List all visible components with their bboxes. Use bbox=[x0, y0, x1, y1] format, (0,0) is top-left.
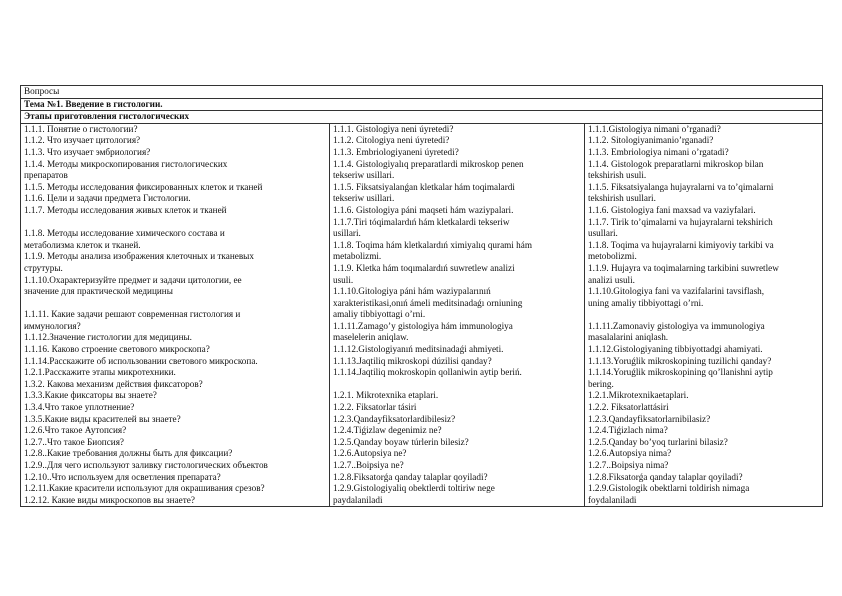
question-line: metobolizmi. bbox=[588, 251, 637, 262]
question-line: 1.1.7.Tiri tóqimalardıń hám kletkalardi tekseriw bbox=[333, 216, 510, 227]
question-line: 1.2.9..Для чего используют заливку гистологических объектов bbox=[24, 460, 268, 470]
question-line: 1.3.4.Что такое уплотнение? bbox=[24, 402, 135, 413]
question-line: analizi usuli. bbox=[588, 274, 635, 285]
question-line: 1.1.2. Citologiya neni úyretedi? bbox=[333, 135, 450, 146]
question-line: метаболизма клеток и тканей. bbox=[24, 239, 141, 250]
topic-title: Тема №1. Введение в гистологии. bbox=[21, 99, 822, 112]
question-line: bering. bbox=[588, 378, 614, 389]
question-line: 1.2.4.Tiǵizlaw degenimiz ne? bbox=[333, 425, 442, 436]
question-line: 1.1.16. Каково строение светового микроскопа? bbox=[24, 344, 210, 355]
question-line: 1.1.2. Sitologiyanimanio’rganadi? bbox=[588, 135, 714, 146]
question-line: 1.2.8..Какие требования должны быть для фиксации? bbox=[24, 448, 233, 459]
question-line: 1.1.6. Gistologiya páni maqseti hám waziypalari. bbox=[333, 204, 514, 215]
question-line: 1.2.1.Mikrotexnikaetaplari. bbox=[588, 390, 689, 401]
question-line: 1.1.1.Gistologiya nimani o’rganadi? bbox=[588, 123, 721, 134]
question-line: 1.1.12.Значение гистологии для медицины. bbox=[24, 332, 192, 343]
question-line: 1.1.14.Jaqtiliq mokroskopin qollaniwin aytip beriń. bbox=[333, 367, 522, 378]
question-line: 1.1.8. Toqima hám kletkalardıń ximiyalıq qurami hám bbox=[333, 239, 532, 250]
question-line: 1.3.3.Какие фиксаторы вы знаете? bbox=[24, 390, 157, 401]
topic-subtitle: Этапы приготовления гистологических bbox=[21, 111, 822, 124]
question-line: 1.1.6. Цели и задачи предмета Гистологии. bbox=[24, 193, 191, 204]
questions-table bbox=[20, 85, 823, 507]
question-line: 1.2.7..Boipsiya ne? bbox=[333, 460, 404, 470]
question-line: 1.2.3.Qandayfiksatorlardibilesiz? bbox=[333, 413, 456, 424]
question-line: 1.2.5.Qanday bo’yoq turlarini bilasiz? bbox=[588, 436, 728, 447]
question-line: 1.1.10.Охарактеризуйте предмет и задачи цитологии, ее bbox=[24, 274, 242, 285]
question-line bbox=[333, 379, 581, 391]
question-line: usullari. bbox=[588, 228, 618, 239]
question-line: 1.2.11.Какие красители используют для окрашивания срезов? bbox=[24, 483, 265, 494]
question-line: foydalaniladi bbox=[588, 494, 637, 505]
question-line: 1.1.8. Методы исследование химического состава и bbox=[24, 228, 225, 239]
question-line: 1.1.7. Методы исследования живых клеток и тканей bbox=[24, 204, 227, 215]
question-line: 1.1.13.Yoruǵlik mikroskopining tuzilichi qanday? bbox=[588, 355, 772, 366]
question-line: 1.2.10..Что используем для осветления препарата? bbox=[24, 471, 221, 482]
question-line: 1.2.7..Что такое Биопсия? bbox=[24, 436, 125, 447]
question-line: 1.1.5. Методы исследования фиксированных клеток и тканей bbox=[24, 181, 263, 192]
question-line: 1.1.1. Gistologiya neni úyretedi? bbox=[333, 123, 454, 134]
question-columns bbox=[21, 124, 822, 507]
question-line: xarakteristikasi,onıń ámeli meditsinadaǵı orniuning bbox=[333, 297, 523, 308]
question-line: 1.1.10.Gitologiya páni hám waziypalarınıń bbox=[333, 286, 491, 297]
question-line: 1.1.5. Fiksatsiyalanga hujayralarni va to’qimalarni bbox=[588, 181, 774, 192]
question-line: 1.1.3. Embriologiya nimani o’rgatadi? bbox=[588, 146, 729, 157]
question-line: 1.1.13.Jaqtiliq mikroskopi dúzilisi qanday? bbox=[333, 355, 492, 366]
question-line: paydalaniladi bbox=[333, 494, 383, 505]
question-line: 1.2.3.Qandayfiksatorlarnibilasiz? bbox=[588, 413, 711, 424]
question-line: tekseriw usillari. bbox=[333, 193, 395, 204]
question-line: 1.2.6.Что такое Аутопсия? bbox=[24, 425, 127, 436]
question-line: 1.1.9. Kletka hám toqımalardıń suwretlew analizi bbox=[333, 262, 515, 273]
question-line: 1.2.1. Mikrotexnika etaplari. bbox=[333, 390, 439, 401]
question-line: 1.1.6. Gistologiya fani maxsad va vaziyfalari. bbox=[588, 204, 756, 215]
question-line: 1.1.10.Gitologiya fani va vazifalarini tavsiflash, bbox=[588, 286, 765, 297]
question-line: amaliy tibbiyottagi o’rni. bbox=[333, 309, 426, 320]
question-line: иммунология? bbox=[24, 320, 81, 331]
question-line: 1.1.8. Toqima va hujayralarni kimiyoviy tarkibi va bbox=[588, 239, 774, 250]
question-line: 1.1.3. Что изучает эмбриология? bbox=[24, 146, 151, 157]
question-line: uning amaliy tibbiyottagi o’rni. bbox=[588, 297, 704, 308]
question-line: 1.1.14.Yoruǵlik mikroskopining qo’llanishni aytip bbox=[588, 367, 773, 378]
question-line: препаратов bbox=[24, 170, 68, 181]
question-line: 1.1.4. Gistologok preparatlarni mikroskop bilan bbox=[588, 158, 764, 169]
column-russian bbox=[21, 124, 330, 507]
question-line: usillari. bbox=[333, 228, 361, 239]
question-line: 1.2.5.Qanday boyaw túrlerin bilesiz? bbox=[333, 436, 469, 447]
question-line: 1.2.6.Autopsiya ne? bbox=[333, 448, 407, 459]
question-line: 1.1.12.Gistologiyanıń meditsinadaǵi ahmiyeti. bbox=[333, 344, 504, 355]
question-line: 1.2.8.Fiksatorǵa qanday talaplar qoyiladi? bbox=[333, 471, 488, 482]
question-line: tekseriw usillari. bbox=[333, 170, 395, 181]
question-line: 1.2.2. Fiksatorlar tásiri bbox=[333, 402, 417, 413]
question-line: 1.1.12.Gistologiyaning tibbiyottadgi ahamiyati. bbox=[588, 344, 763, 355]
question-line bbox=[24, 298, 326, 310]
table-header-questions: Вопросы bbox=[21, 86, 822, 99]
question-line: 1.1.3. Embriologiyaneni úyretedi? bbox=[333, 146, 459, 157]
question-line: 1.1.5. Fiksatsiyalanǵan kletkalar hám toqimalardi bbox=[333, 181, 515, 192]
question-line: 1.2.4.Tiǵizlach nima? bbox=[588, 425, 668, 436]
question-line bbox=[24, 217, 326, 229]
question-line: 1.1.4. Методы микроскопирования гистологических bbox=[24, 158, 228, 169]
column-uzbek bbox=[585, 124, 822, 507]
question-line: 1.1.2. Что изучает цитология? bbox=[24, 135, 141, 146]
question-line: tekshirish usuli. bbox=[588, 170, 647, 181]
question-line: струтуры. bbox=[24, 262, 63, 273]
question-line: 1.2.9.Gistologik obektlarni toldirish nimaga bbox=[588, 483, 750, 494]
question-line: 1.1.4. Gistologiyalıq preparatlardi mikroskop penen bbox=[333, 158, 524, 169]
question-line: 1.2.9.Gistologiyaliq obektlerdi toltiriw nege bbox=[333, 483, 495, 494]
question-line: 1.1.11.Zamago’y gistologiya hám immunologiya bbox=[333, 320, 513, 331]
question-line: metabolizmi. bbox=[333, 251, 382, 262]
question-line: 1.2.8.Fiksatorǵa qanday talaplar qoyiladi? bbox=[588, 471, 743, 482]
question-line: 1.3.5.Какие виды красителей вы знаете? bbox=[24, 413, 181, 424]
question-line: 1.1.11.Zamonaviy gistologiya va immunologiya bbox=[588, 320, 765, 331]
question-line: usuli. bbox=[333, 274, 354, 285]
question-line: 1.2.1.Расскажите этапы микротехники. bbox=[24, 367, 176, 378]
question-line: 1.3.2. Какова механизм действия фиксаторов? bbox=[24, 378, 203, 389]
column-karakalpak bbox=[330, 124, 585, 507]
question-line: значение для практической медицины bbox=[24, 286, 173, 297]
question-line: 1.1.14.Расскажите об использовании светового микроскопа. bbox=[24, 355, 258, 366]
question-line: maselelerin aniqlaw. bbox=[333, 332, 409, 343]
question-line: masalalarini aniqlash. bbox=[588, 332, 669, 343]
question-line: 1.1.9. Hujayra va toqimalarning tarkibini suwretlew bbox=[588, 262, 779, 273]
question-line: 1.2.6.Autopsiya nima? bbox=[588, 448, 672, 459]
question-line: 1.1.1. Понятие о гистологии? bbox=[24, 123, 138, 134]
question-line bbox=[588, 309, 819, 321]
question-line: 1.1.7. Tirik to’qimalarni va hujayralarni tekshirich bbox=[588, 216, 773, 227]
question-line: tekshirish usullari. bbox=[588, 193, 656, 204]
question-line: 1.1.9. Методы анализа изображения клеточных и тканевых bbox=[24, 251, 254, 262]
question-line: 1.1.11. Какие задачи решают современная гистология и bbox=[24, 309, 241, 320]
question-line: 1.2.7..Boipsiya nima? bbox=[588, 460, 669, 470]
question-line: 1.2.2. Fiksatorlattásiri bbox=[588, 402, 669, 413]
question-line: 1.2.12. Какие виды микроскопов вы знаете? bbox=[24, 494, 195, 505]
